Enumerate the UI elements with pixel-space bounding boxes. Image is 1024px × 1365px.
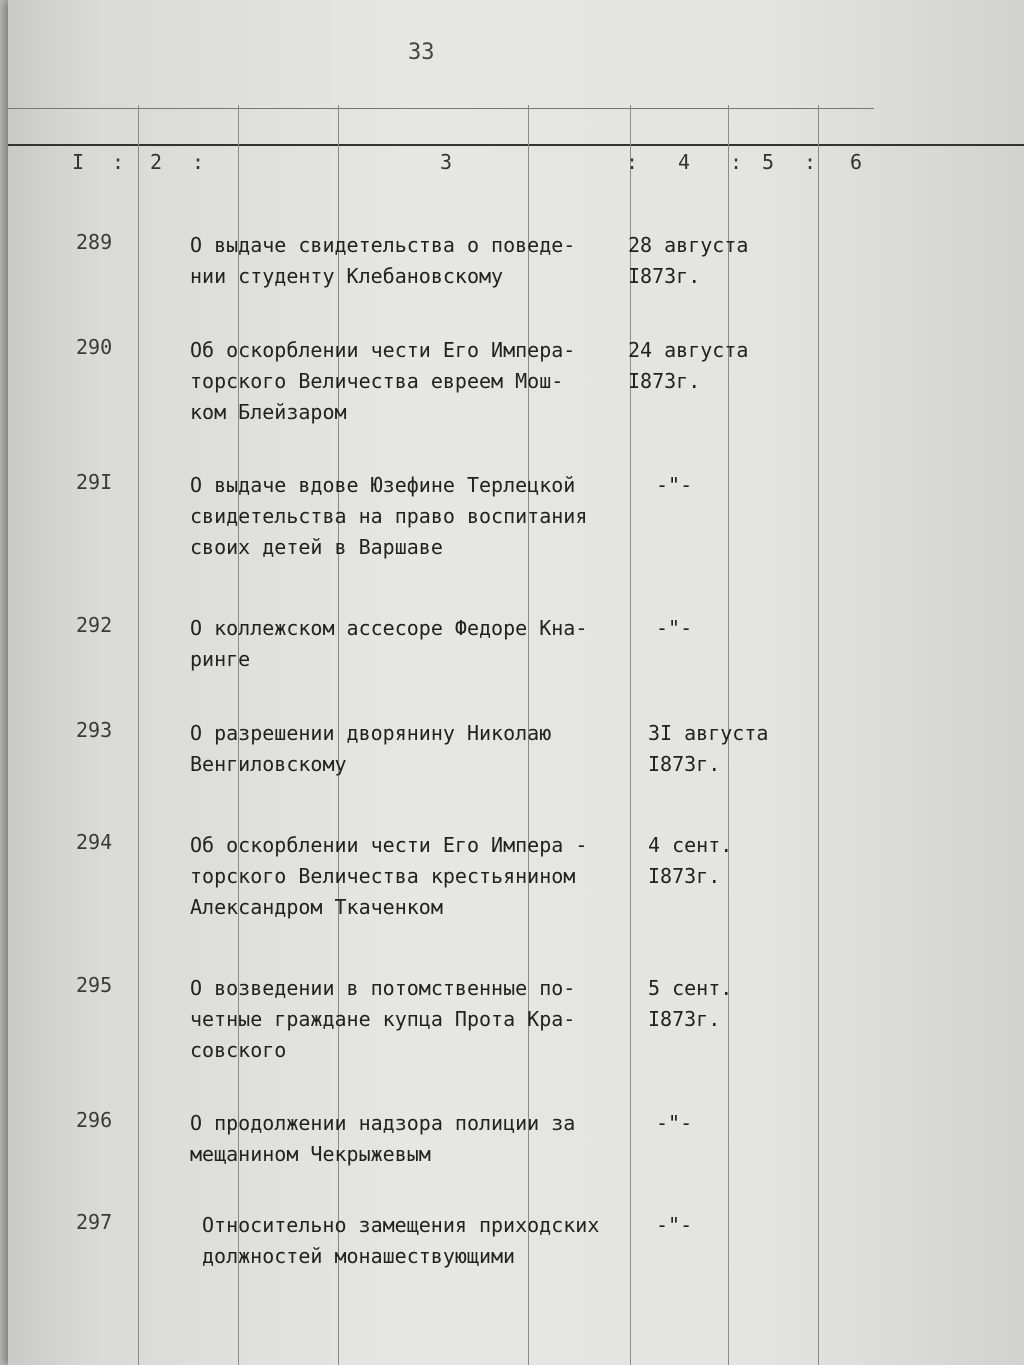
- entry-date: 3I августа I873г.: [648, 721, 769, 776]
- entry-number: 29I: [76, 470, 113, 494]
- entry-title: О разрешении дворянину Николаю Венгиловскому: [190, 721, 552, 776]
- entry-date: 4 сент. I873г.: [648, 833, 733, 888]
- column-separator: :: [192, 150, 205, 174]
- column-header: 5: [762, 150, 775, 174]
- entry-title: О выдаче вдове Юзефине Терлецкой свидетельства на право воспитания своих детей в Варшаве: [190, 473, 588, 559]
- entry-title: О возведении в потомственные по- четные граждане купца Прота Кра- совского: [190, 976, 576, 1062]
- entry-date: -"-: [656, 1111, 693, 1135]
- entry-date: -"-: [656, 1213, 693, 1237]
- entry-number: 295: [76, 973, 113, 997]
- entry-number: 294: [76, 830, 113, 854]
- entry-number: 296: [76, 1108, 113, 1132]
- column-header: 2: [150, 150, 163, 174]
- entry-title: О коллежском ассесоре Федоре Кна- ринге: [190, 616, 588, 671]
- column-header: 3: [440, 150, 453, 174]
- document-page: [8, 0, 1024, 1365]
- header-rule: [8, 144, 1024, 146]
- entry-date: -"-: [656, 473, 693, 497]
- entry-title: Об оскорблении чести Его Импера- торского Величества евреем Мош- ком Блейзаром: [190, 338, 576, 424]
- entry-title: О продолжении надзора полиции за мещанином Чекрыжевым: [190, 1111, 576, 1166]
- column-separator: :: [730, 150, 743, 174]
- column-header: 6: [850, 150, 863, 174]
- column-header: I: [72, 150, 85, 174]
- entry-date: 5 сент. I873г.: [648, 976, 733, 1031]
- column-divider: [630, 105, 631, 1365]
- entry-date: 28 августа I873г.: [628, 233, 749, 288]
- entry-title: Об оскорблении чести Его Импера - торского Величества крестьянином Александром Ткаченком: [190, 833, 588, 919]
- entry-date: 24 августа I873г.: [628, 338, 749, 393]
- entry-number: 289: [76, 230, 113, 254]
- page-number: 33: [408, 40, 435, 65]
- entry-title: Относительно замещения приходских должностей монашествующими: [202, 1213, 600, 1268]
- column-separator: :: [626, 150, 639, 174]
- entry-number: 292: [76, 613, 113, 637]
- entry-title: О выдаче свидетельства о поведе- нии студенту Клебановскому: [190, 233, 576, 288]
- column-header: 4: [678, 150, 691, 174]
- entry-number: 297: [76, 1210, 113, 1234]
- entry-number: 293: [76, 718, 113, 742]
- column-separator: :: [112, 150, 125, 174]
- entry-date: -"-: [656, 616, 693, 640]
- column-divider: [138, 105, 139, 1365]
- column-separator: :: [804, 150, 817, 174]
- entry-number: 290: [76, 335, 113, 359]
